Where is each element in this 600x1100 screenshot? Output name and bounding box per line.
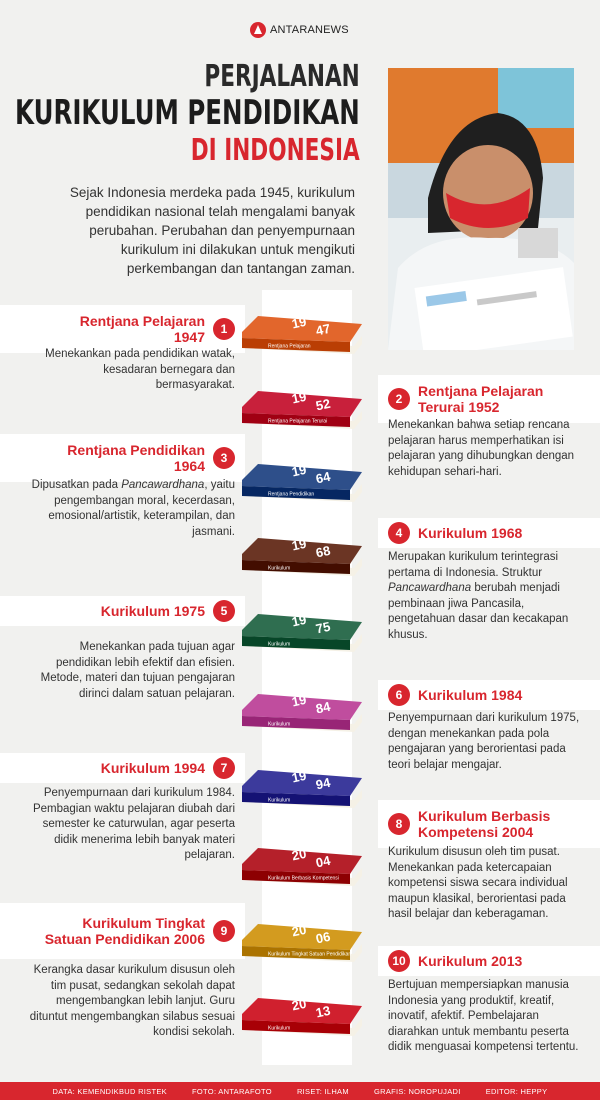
timeline-item-5-desc: Menekankan pada tujuan agar pendidikan lebih efektif dan efisien. Metode, materi dan tujuan pengajaran dirinci dalam satuan pelajaran. [40,641,235,700]
book-graphic [238,532,366,580]
timeline-item-10-desc: Bertujuan mempersiapkan manusia Indonesia yang produktif, kreatif, inovatif, afektif. Pembelajaran diarahkan untuk membantu peserta didik menguasai kompetensi tertentu. [388,979,579,1053]
title-line-2: KURIKULUM PENDIDIKAN [15,93,360,133]
timeline-item-9-title: Kurikulum Tingkat Satuan Pendidikan 2006 [44,915,205,947]
book-1 [238,310,366,358]
book-year-top: 19 [290,767,308,786]
book-graphic [238,918,366,966]
title-line-3: DI INDONESIA [190,133,360,168]
timeline-item-5-number: 5 [213,600,235,622]
book-year-bottom: 68 [314,542,332,561]
book-graphic [238,842,366,890]
timeline-item-6-title: Kurikulum 1984 [418,687,523,703]
logo-text: ANTARANEWS [270,24,349,36]
timeline-item-1-label [0,305,245,353]
book-4 [238,532,366,580]
timeline-item-7-label [0,753,245,783]
book-year-bottom: 64 [314,468,332,487]
timeline-item-9-desc: Kerangka dasar kurikulum disusun oleh tim pusat, sedangkan sekolah dapat mengembangkan lebih lanjut. Guru dituntut mengembangkan silabus sesuai kondisi sekolah. [29,964,235,1038]
timeline-item-8-number: 8 [388,813,410,835]
book-8 [238,842,366,890]
book-3 [238,458,366,506]
timeline-item-6-number: 6 [388,684,410,706]
timeline-item-5-label [0,596,245,626]
student-photo [388,68,574,350]
book-label: Rentjana Pelajaran Terurai [268,418,328,425]
timeline-item-7-number: 7 [213,757,235,779]
timeline-item-1-title: Rentjana Pelajaran 1947 [79,313,205,345]
book-year-top: 20 [290,995,308,1014]
book-year-top: 19 [290,611,308,630]
book-5 [238,608,366,656]
book-graphic [238,310,366,358]
credit-data: DATA: KEMENDIKBUD RISTEK [52,1086,167,1096]
book-label: Kurikulum Berbasis Kompetensi [268,875,339,882]
credit-riset: RISET: ILHAM [296,1086,349,1096]
timeline-item-7-title: Kurikulum 1994 [100,760,205,776]
book-label: Kurikulum [268,721,291,728]
book-year-top: 19 [290,461,308,480]
intro-paragraph: Sejak Indonesia merdeka pada 1945, kurikulum pendidikan nasional telah mengalami banyak perubahan. Perubahan dan penyempurnaan kurikulum ini dilakukan untuk mengikuti perkembangan dan tantangan zaman. [69,185,355,276]
book-label: Rentjana Pelajaran [268,343,311,350]
timeline-item-10-label [378,946,600,976]
timeline-item-7-desc: Penyempurnaan dari kurikulum 1984. Pembagian waktu pelajaran diubah dari semester ke caturwulan, agar peserta didik menerima lebih banyak materi pelajaran. [32,787,235,861]
timeline-item-10-number: 10 [388,950,410,972]
book-label: Rentjana Pendidikan [268,491,315,498]
antara-logo [250,22,349,38]
book-9 [238,918,366,966]
timeline-item-4-number: 4 [388,522,410,544]
credit-editor: EDITOR: HEPPY [485,1086,548,1096]
timeline-item-3-desc: Dipusatkan pada Pancawardhana, yaitu pengembangan moral, kecerdasan, emosional/artistik, keterampilan, dan jasmani. [31,479,235,538]
book-graphic [238,992,366,1040]
timeline-item-2-title: Rentjana Pelajaran Terurai 1952 [418,383,544,415]
book-label: Kurikulum [268,797,291,804]
book-year-bottom: 13 [314,1002,332,1021]
timeline-item-10-title: Kurikulum 2013 [418,953,523,969]
book-year-bottom: 94 [314,774,332,793]
book-year-bottom: 75 [314,618,332,637]
book-graphic [238,764,366,812]
book-2 [238,385,366,433]
timeline-item-6-label [378,680,600,710]
book-year-top: 20 [290,921,308,940]
book-year-bottom: 47 [314,320,332,339]
timeline-item-8-desc: Kurikulum disusun oleh tim pusat. Menekankan pada ketercapaian kompetensi siswa secara individual maupun klasikal, berorientasi pada hasil belajar dan keberagaman. [388,846,568,920]
book-year-bottom: 84 [314,698,332,717]
book-year-top: 19 [290,313,308,332]
credits-bar [0,1082,600,1100]
page-title [0,59,360,168]
book-graphic [238,458,366,506]
book-10 [238,992,366,1040]
book-year-bottom: 52 [314,395,332,414]
book-label: Kurikulum [268,1025,291,1032]
book-year-top: 19 [290,388,308,407]
book-graphic [238,385,366,433]
timeline-item-8-title: Kurikulum Berbasis Kompetensi 2004 [418,808,551,840]
timeline-item-2-desc: Menekankan bahwa setiap rencana pelajaran harus memperhatikan isi pelajaran yang dihubungkan dengan kehidupan sehari-hari. [388,419,575,478]
book-graphic [238,608,366,656]
book-year-top: 19 [290,691,308,710]
timeline-item-3-label [0,434,245,482]
timeline-item-2-label [378,375,600,423]
credit-foto: FOTO: ANTARAFOTO [192,1086,272,1096]
book-6 [238,688,366,736]
timeline-item-3-number: 3 [213,447,235,469]
book-year-bottom: 04 [314,852,332,871]
book-year-top: 20 [290,845,308,864]
timeline-item-4-desc: Merupakan kurikulum terintegrasi pertama di Indonesia. Struktur Pancawardhana berubah menjadi pembinaan jiwa Pancasila, pengetahuan dasar dan kecakapan khusus. [388,551,569,641]
timeline-item-4-title: Kurikulum 1968 [418,525,523,541]
timeline-item-6-desc: Penyempurnaan dari kurikulum 1975, dengan menekankan pada pola pengajaran yang berorientasi pada teori belajar mengajar. [388,712,580,771]
timeline-item-1-desc: Menekankan pada pendidikan watak, kesadaran bernegara dan bermasyarakat. [45,348,235,391]
book-graphic [238,688,366,736]
timeline-item-8-label [378,800,600,848]
timeline-item-3-title: Rentjana Pendidikan 1964 [67,442,205,474]
book-7 [238,764,366,812]
antara-logo-icon [250,22,266,38]
timeline-item-9-number: 9 [213,920,235,942]
book-label: Kurikulum [268,641,291,648]
book-label: Kurikulum [268,565,291,572]
book-year-top: 19 [290,535,308,554]
timeline-item-5-title: Kurikulum 1975 [100,603,205,619]
timeline-item-1-number: 1 [213,318,235,340]
title-line-1: PERJALANAN [204,59,360,94]
book-label: Kurikulum Tingkat Satuan Pendidikan [268,951,352,958]
credit-grafis: GRAFIS: NOROPUJADI [373,1086,461,1096]
timeline-item-9-label [0,903,245,959]
timeline-item-4-label [378,518,600,548]
timeline-item-2-number: 2 [388,388,410,410]
book-year-bottom: 06 [314,928,332,947]
